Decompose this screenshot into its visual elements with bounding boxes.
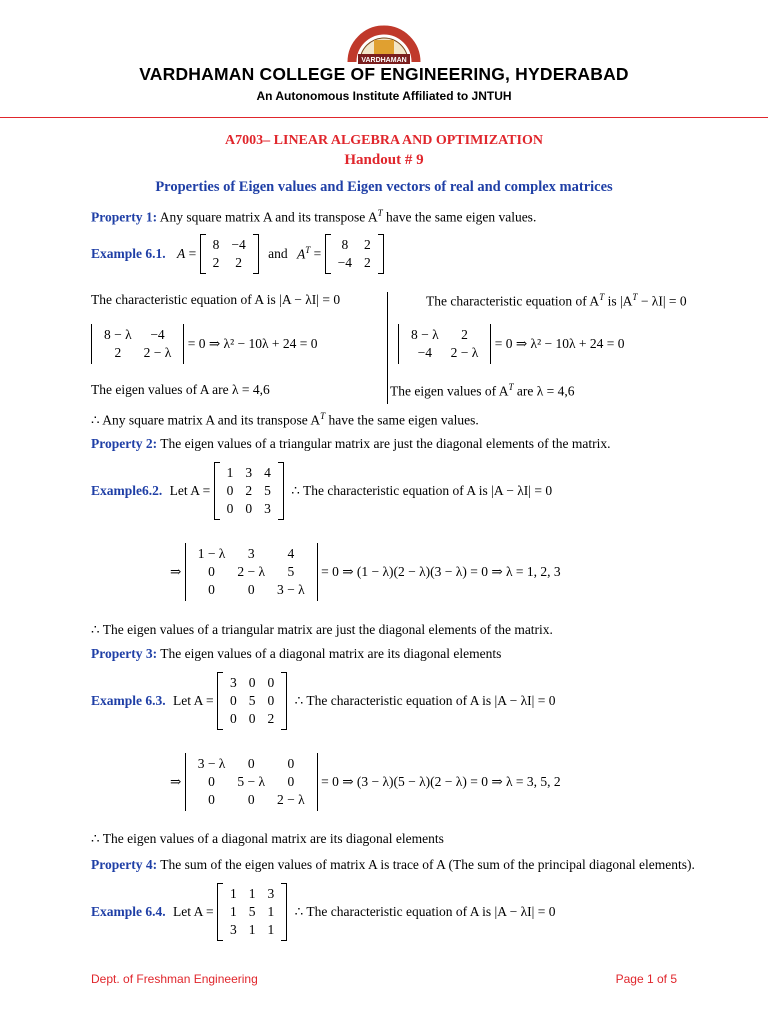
- p1-conclusion: ∴ Any square matrix A and its transpose $A^T$ have the same eigen values.: [91, 411, 479, 428]
- matrix-cell: 2 − λ: [143, 345, 172, 360]
- char-eq-at: The characteristic equation of $A^T$ is $|A^T - \lambda I| = 0$: [426, 292, 687, 309]
- eq-sign: =: [313, 246, 322, 261]
- matrix-cell: 4: [287, 546, 295, 561]
- example-6-3-label: Example 6.3.: [91, 693, 166, 708]
- footer-page: Page 1 of 5: [615, 972, 677, 986]
- matrix-cell: 8: [212, 237, 220, 252]
- matrix-cell: 1: [230, 886, 237, 901]
- char-eq-at-text3: − λI| = 0: [640, 293, 687, 309]
- footer-dept: Dept. of Freshman Engineering: [91, 972, 258, 986]
- topic-title: Properties of Eigen values and Eigen vectors of real and complex matrices: [155, 179, 613, 195]
- det-at-result: = 0 ⇒ λ² − 10λ + 24 = 0: [494, 336, 625, 351]
- matrix-cell: 8 − λ: [411, 327, 439, 342]
- and-text: and: [268, 246, 288, 261]
- determinant-at: [398, 324, 491, 364]
- matrix-cell: 2 − λ: [277, 792, 305, 807]
- matrix-cell: 0: [226, 501, 234, 516]
- det-3-result: = 0 ⇒ (3 − λ)(5 − λ)(2 − λ) = 0 ⇒ λ = 3, 5, 2: [321, 774, 561, 789]
- implies-sign: ⇒: [170, 774, 182, 789]
- matrix-cell: 0: [226, 483, 234, 498]
- matrix-cell: 1: [248, 886, 256, 901]
- example-6-2-label: Example6.2.: [91, 483, 163, 498]
- matrix-cell: 8: [341, 237, 349, 252]
- p1-conclusion-text2: have the same eigen values.: [328, 412, 479, 428]
- matrix-cell: 0: [248, 675, 256, 690]
- determinant-3: [185, 753, 318, 811]
- matrix-cell: 0: [245, 501, 253, 516]
- property-1-text: Any square matrix A and its transpose A: [159, 209, 378, 225]
- matrix-a-diagonal: [217, 672, 287, 730]
- eig-at-text: The eigen values of A: [390, 383, 509, 399]
- matrix-cell: 5: [248, 904, 256, 919]
- matrix-cell: 2: [461, 327, 468, 342]
- property-3-text: The eigen values of a diagonal matrix are its diagonal elements: [160, 646, 502, 661]
- eig-a: The eigen values of A are λ = 4,6: [91, 382, 270, 397]
- matrix-cell: 1 − λ: [197, 546, 226, 561]
- column-divider: [387, 292, 388, 404]
- matrix-cell: 3 − λ: [197, 756, 226, 771]
- matrix-at-var: $A^T$: [297, 245, 311, 262]
- det-a: [91, 324, 318, 364]
- matrix-cell: 2 − λ: [237, 564, 266, 579]
- college-name: VARDHAMAN COLLEGE OF ENGINEERING, HYDERABAD: [139, 64, 629, 84]
- matrix-a: [200, 234, 259, 274]
- matrix-cell: 3: [264, 501, 271, 516]
- matrix-cell: −4: [150, 327, 165, 342]
- matrix-cell: 0: [287, 756, 295, 771]
- let-a: Let A =: [169, 483, 211, 498]
- property-4: [91, 857, 695, 873]
- matrix-cell: 2: [114, 345, 122, 360]
- char-eq-4: ∴ The characteristic equation of A is |A − λI| = 0: [294, 904, 556, 919]
- char-eq-at-text2: is |A: [607, 293, 633, 309]
- implies-sign: ⇒: [170, 564, 182, 579]
- p2-conclusion: ∴ The eigen values of a triangular matrix are just the diagonal elements of the matrix.: [91, 622, 553, 637]
- matrix-cell: 5: [287, 564, 295, 579]
- let-a: Let A =: [173, 693, 214, 708]
- example-6-4: [91, 883, 555, 941]
- example-6-3: [91, 672, 555, 730]
- transpose-sup: T: [377, 208, 383, 218]
- matrix-cell: 1: [248, 922, 256, 937]
- property-2-text: The eigen values of a triangular matrix are just the diagonal elements of the matrix.: [160, 436, 611, 451]
- matrix-cell: 2: [245, 483, 253, 498]
- p3-conclusion: ∴ The eigen values of a diagonal matrix are its diagonal elements: [91, 831, 444, 846]
- matrix-cell: 0: [247, 792, 255, 807]
- matrix-cell: 3: [230, 922, 237, 937]
- college-subtitle: An Autonomous Institute Affiliated to JNTUH: [256, 89, 512, 103]
- det-2: [170, 543, 561, 601]
- matrix-cell: 0: [247, 756, 255, 771]
- matrix-cell: 0: [247, 582, 255, 597]
- matrix-cell: 3: [267, 886, 275, 901]
- det-2-result: = 0 ⇒ (1 − λ)(2 − λ)(3 − λ) = 0 ⇒ λ = 1, 2, 3: [321, 564, 561, 579]
- det-3: [170, 753, 561, 811]
- matrix-cell: 1: [267, 904, 275, 919]
- matrix-cell: 3 − λ: [277, 582, 305, 597]
- matrix-cell: 3: [230, 675, 237, 690]
- char-eq-3: ∴ The characteristic equation of A is |A − λI| = 0: [294, 693, 556, 708]
- matrix-cell: 0: [267, 693, 275, 708]
- matrix-a-triangular: [214, 462, 284, 520]
- matrix-cell: 0: [287, 774, 295, 789]
- matrix-a-4: [217, 883, 287, 941]
- handout-number: Handout # 9: [344, 152, 424, 168]
- p1-conclusion-text: ∴ Any square matrix A and its transpose A: [91, 412, 321, 428]
- matrix-cell: 2: [364, 237, 371, 252]
- matrix-cell: 0: [230, 693, 237, 708]
- matrix-cell: −4: [337, 255, 353, 270]
- matrix-cell: 4: [264, 465, 271, 480]
- det-a-result: = 0 ⇒ λ² − 10λ + 24 = 0: [187, 336, 318, 351]
- matrix-cell: 5: [264, 483, 271, 498]
- matrix-cell: 5 − λ: [237, 774, 266, 789]
- matrix-at: [325, 234, 384, 274]
- det-at: [398, 324, 625, 364]
- matrix-cell: 0: [208, 564, 215, 579]
- property-1-text2: have the same eigen values.: [386, 209, 537, 225]
- matrix-cell: 3: [247, 546, 255, 561]
- property-2: [91, 436, 610, 452]
- char-eq-2: ∴ The characteristic equation of A is |A − λI| = 0: [291, 483, 553, 498]
- eig-at: The eigen values of $A^T$ are λ = 4,6: [390, 382, 575, 399]
- property-3: [91, 646, 501, 662]
- matrix-cell: −4: [417, 345, 433, 360]
- matrix-cell: 1: [230, 904, 237, 919]
- determinant-a: [91, 324, 184, 364]
- header-rule: [0, 117, 768, 118]
- matrix-cell: 0: [267, 675, 275, 690]
- property-2-label: Property 2:: [91, 436, 158, 451]
- matrix-cell: 2: [212, 255, 220, 270]
- matrix-cell: 0: [230, 711, 237, 726]
- property-3-label: Property 3:: [91, 646, 158, 661]
- matrix-cell: 0: [208, 582, 215, 597]
- property-4-text: The sum of the eigen values of matrix A is trace of A (The sum of the principal diagonal elements).: [160, 857, 695, 872]
- char-eq-a: The characteristic equation of A is |A − λI| = 0: [91, 292, 341, 307]
- matrix-cell: 2: [364, 255, 371, 270]
- matrix-cell: 2: [267, 711, 275, 726]
- matrix-cell: −4: [231, 237, 246, 252]
- example-6-1: [91, 234, 384, 274]
- matrix-cell: 1: [267, 922, 275, 937]
- logo-text: VARDHAMAN: [361, 57, 407, 64]
- char-eq-at-text: The characteristic equation of A: [426, 293, 600, 309]
- matrix-cell: 2 − λ: [450, 345, 479, 360]
- determinant-2: [185, 543, 318, 601]
- example-6-2: [91, 462, 552, 520]
- course-title: A7003– LINEAR ALGEBRA AND OPTIMIZATION: [225, 133, 543, 148]
- property-1: [91, 208, 536, 226]
- matrix-cell: 0: [208, 792, 215, 807]
- matrix-cell: 0: [208, 774, 215, 789]
- eig-at-text2: are λ = 4,6: [516, 383, 575, 399]
- eq-sign: =: [188, 246, 197, 261]
- let-a: Let A =: [173, 904, 214, 919]
- matrix-cell: 3: [245, 465, 253, 480]
- matrix-cell: 5: [248, 693, 256, 708]
- matrix-cell: 1: [226, 465, 234, 480]
- property-4-label: Property 4:: [91, 857, 158, 872]
- property-1-label: Property 1:: [91, 209, 158, 225]
- matrix-a-var: A: [177, 246, 186, 261]
- matrix-cell: 0: [248, 711, 256, 726]
- matrix-cell: 8 − λ: [104, 327, 132, 342]
- matrix-cell: 2: [235, 255, 242, 270]
- example-6-4-label: Example 6.4.: [91, 904, 166, 919]
- example-6-1-label: Example 6.1.: [91, 246, 166, 261]
- college-logo: [346, 18, 422, 66]
